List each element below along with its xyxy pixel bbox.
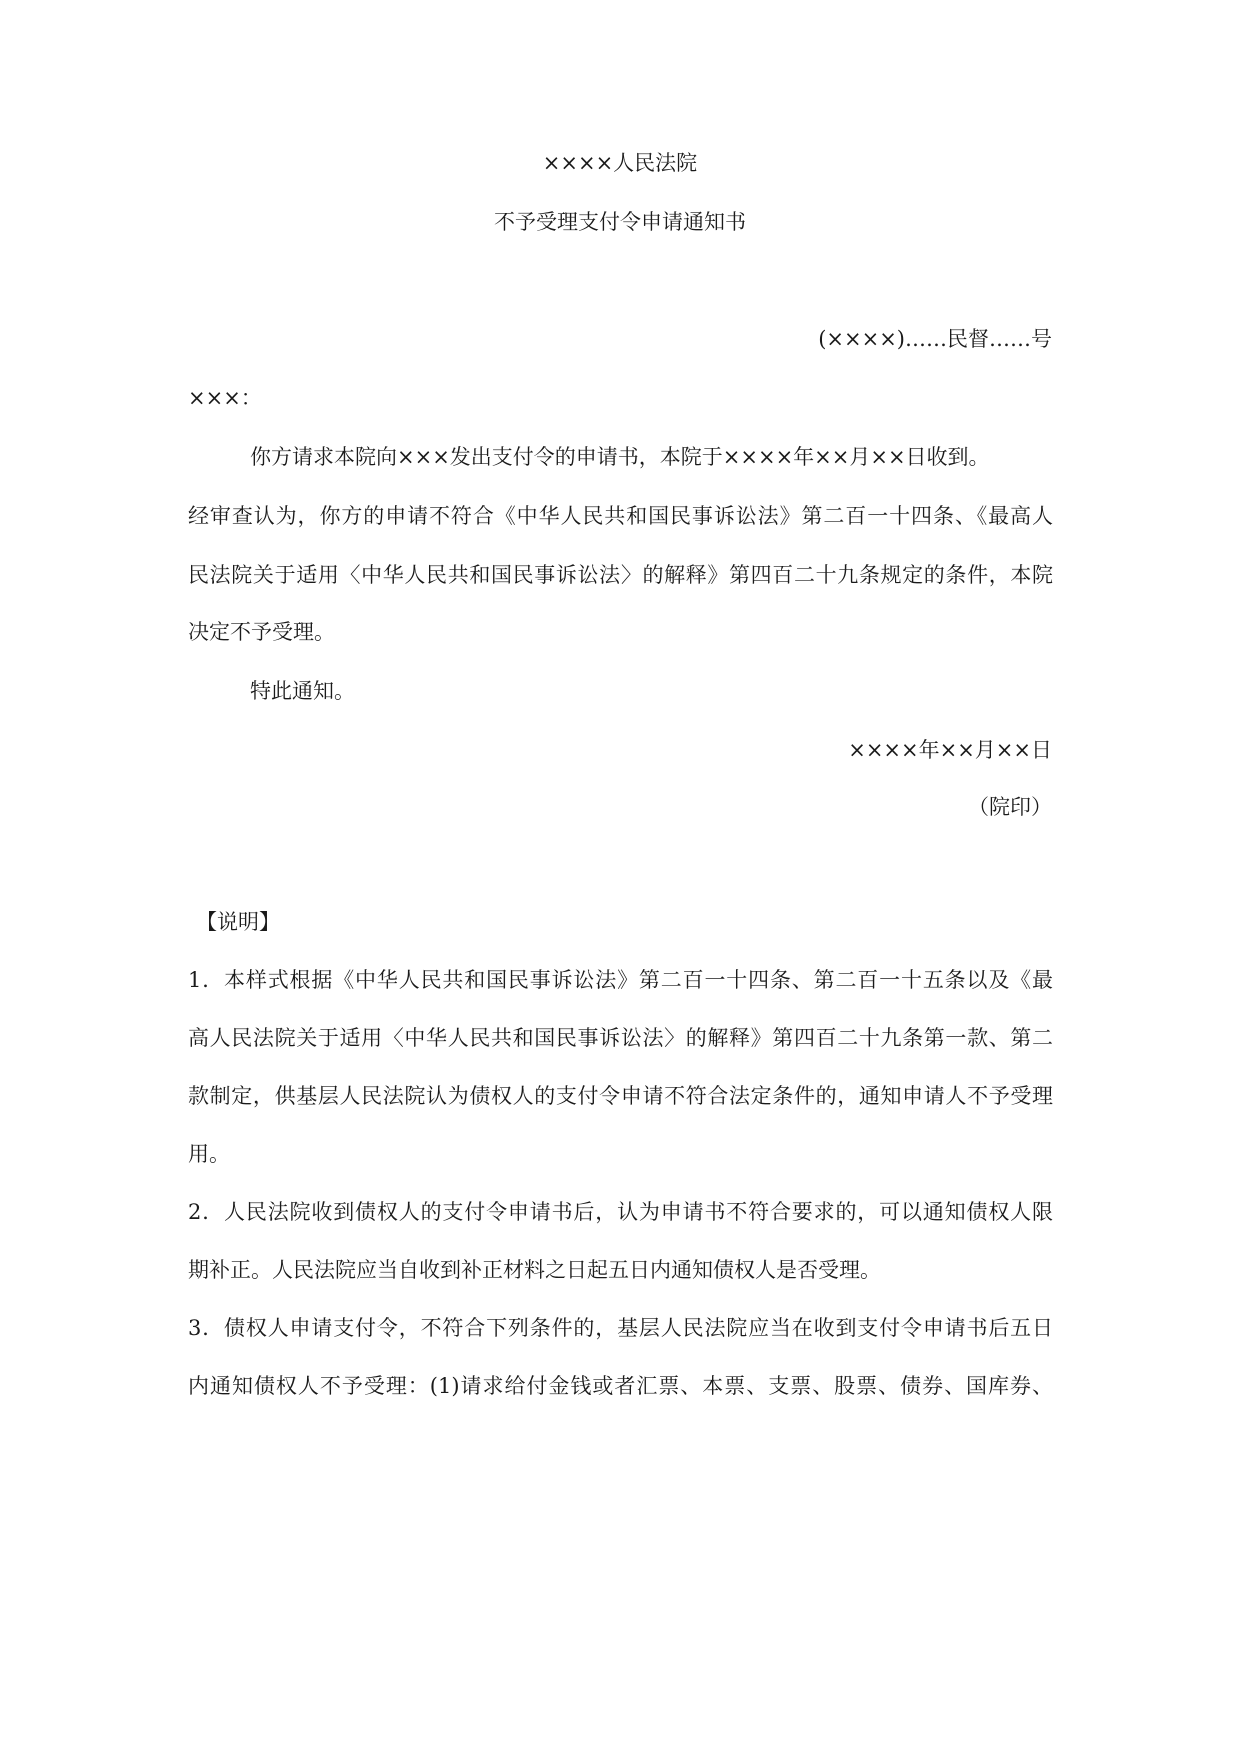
issue-date: ××××年××月××日 [848,738,1052,762]
explanation-heading: 【说明】 [196,910,280,934]
explanation-line: 2．人民法院收到债权人的支付令申请书后，认为申请书不符合要求的，可以通知债权人限 [188,1200,1053,1224]
explanation-line: 用。 [188,1142,230,1166]
explanation-line: 期补正。人民法院应当自收到补正材料之日起五日内通知债权人是否受理。 [188,1258,881,1282]
explanation-line: 款制定，供基层人民法院认为债权人的支付令申请不符合法定条件的，通知申请人不予受理 [188,1084,1053,1108]
explanation-line: 高人民法院关于适用〈中华人民共和国民事诉讼法〉的解释》第四百二十九条第一款、第二 [188,1026,1053,1050]
notice-text: 特此通知。 [250,679,355,703]
explanation-line: 3．债权人申请支付令，不符合下列条件的，基层人民法院应当在收到支付令申请书后五日 [188,1316,1053,1340]
explanation-line: 内通知债权人不予受理：(1)请求给付金钱或者汇票、本票、支票、股票、债券、国库券、 [188,1374,1053,1398]
addressee: ×××： [188,386,262,410]
case-number: (××××)……民督……号 [818,327,1052,351]
body-line: 经审查认为，你方的申请不符合《中华人民共和国民事诉讼法》第二百一十四条、《最高人 [188,504,1053,528]
body-line: 你方请求本院向×××发出支付令的申请书，本院于××××年××月××日收到。 [250,445,990,469]
body-line: 民法院关于适用〈中华人民共和国民事诉讼法〉的解释》第四百二十九条规定的条件，本院 [188,563,1053,587]
court-name: ××××人民法院 [542,151,698,175]
explanation-line: 1．本样式根据《中华人民共和国民事诉讼法》第二百一十四条、第二百一十五条以及《最 [188,968,1053,992]
document-title: 不予受理支付令申请通知书 [494,210,746,234]
court-seal-label: （院印） [968,795,1052,819]
body-line: 决定不予受理。 [188,620,335,644]
